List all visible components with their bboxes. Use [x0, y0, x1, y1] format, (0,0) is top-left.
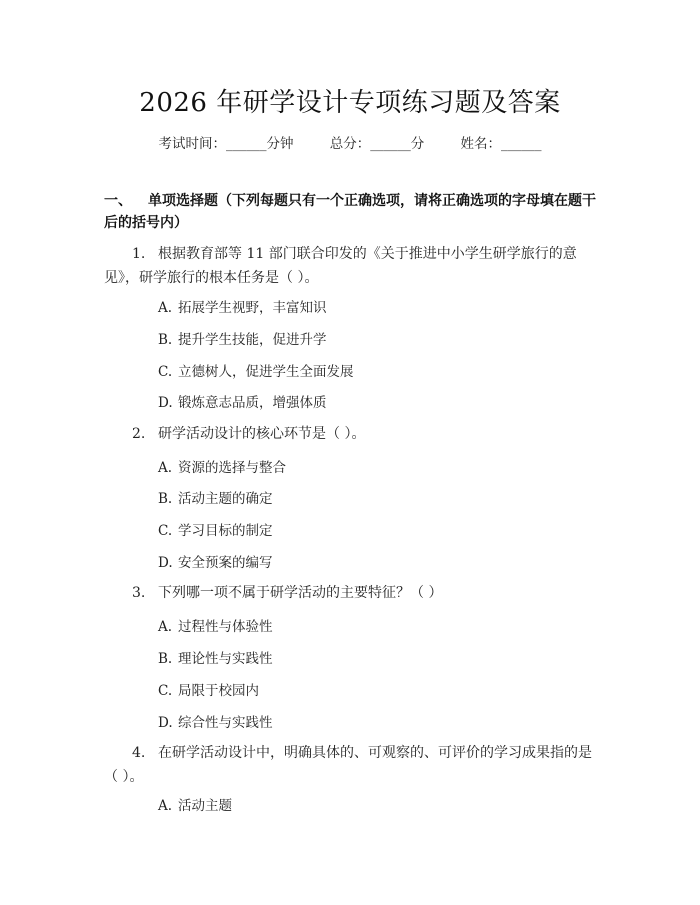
option-text: 理论性与实践性: [178, 651, 273, 667]
option-letter: C.: [158, 523, 173, 539]
option-2c[interactable]: [158, 519, 273, 539]
option-text: 拓展学生视野，丰富知识: [178, 300, 327, 316]
option-1c[interactable]: [158, 360, 354, 380]
option-text: 过程性与体验性: [178, 619, 273, 635]
option-2b[interactable]: [158, 487, 273, 507]
question-number: 1.: [132, 246, 146, 262]
exam-meta: [0, 132, 700, 152]
name-field-label: 姓名：______: [460, 136, 542, 152]
time-field-label: 考试时间：______分钟: [158, 136, 294, 152]
option-1a[interactable]: [158, 296, 327, 316]
option-text: 立德树人，促进学生全面发展: [178, 364, 354, 380]
question-stem: 根据教育部等 11 部门联合印发的《关于推进中小学生研学旅行的意见》，研学旅行的根本任务是（ ）。: [104, 246, 577, 286]
option-3d[interactable]: [158, 711, 273, 731]
score-field-label: 总分：______分: [329, 136, 425, 152]
option-3b[interactable]: [158, 647, 273, 667]
option-text: 锻炼意志品质，增强体质: [178, 395, 327, 411]
option-text: 局限于校园内: [178, 683, 259, 699]
option-text: 学习目标的制定: [178, 523, 273, 539]
option-letter: C.: [158, 364, 173, 380]
option-text: 安全预案的编写: [178, 555, 273, 571]
option-letter: A.: [158, 619, 173, 635]
option-text: 提升学生技能，促进升学: [178, 332, 327, 348]
option-letter: A.: [158, 300, 173, 316]
option-letter: C.: [158, 683, 173, 699]
section-title: 单项选择题（下列每题只有一个正确选项，请将正确选项的字母填在题干后的括号内）: [104, 193, 596, 231]
option-4a[interactable]: [158, 794, 232, 814]
option-letter: A.: [158, 460, 173, 476]
question-3: [104, 581, 594, 605]
option-2d[interactable]: [158, 551, 273, 571]
option-letter: B.: [158, 332, 173, 348]
question-1: [104, 242, 594, 290]
question-number: 3.: [132, 585, 146, 601]
section-heading: [104, 190, 604, 234]
option-text: 资源的选择与整合: [178, 460, 286, 476]
option-1d[interactable]: [158, 391, 327, 411]
question-2: [104, 422, 594, 446]
option-text: 活动主题的确定: [178, 491, 273, 507]
option-3c[interactable]: [158, 679, 259, 699]
option-letter: B.: [158, 491, 173, 507]
option-letter: A.: [158, 798, 173, 814]
section-number: 一、: [104, 193, 132, 209]
question-stem: 研学活动设计的核心环节是（ ）。: [158, 426, 366, 442]
option-letter: D.: [158, 555, 173, 571]
option-3a[interactable]: [158, 615, 273, 635]
option-letter: B.: [158, 651, 173, 667]
question-stem: 在研学活动设计中，明确具体的、可观察的、可评价的学习成果指的是（ ）。: [104, 745, 592, 785]
question-number: 2.: [132, 426, 146, 442]
question-number: 4.: [132, 745, 146, 761]
option-2a[interactable]: [158, 456, 286, 476]
question-stem: 下列哪一项不属于研学活动的主要特征？（ ）: [158, 585, 443, 601]
option-letter: D.: [158, 715, 173, 731]
option-text: 活动主题: [178, 798, 232, 814]
option-1b[interactable]: [158, 328, 327, 348]
page-title: 2026 年研学设计专项练习题及答案: [139, 88, 561, 118]
question-4: [104, 741, 594, 789]
option-letter: D.: [158, 395, 173, 411]
option-text: 综合性与实践性: [178, 715, 273, 731]
